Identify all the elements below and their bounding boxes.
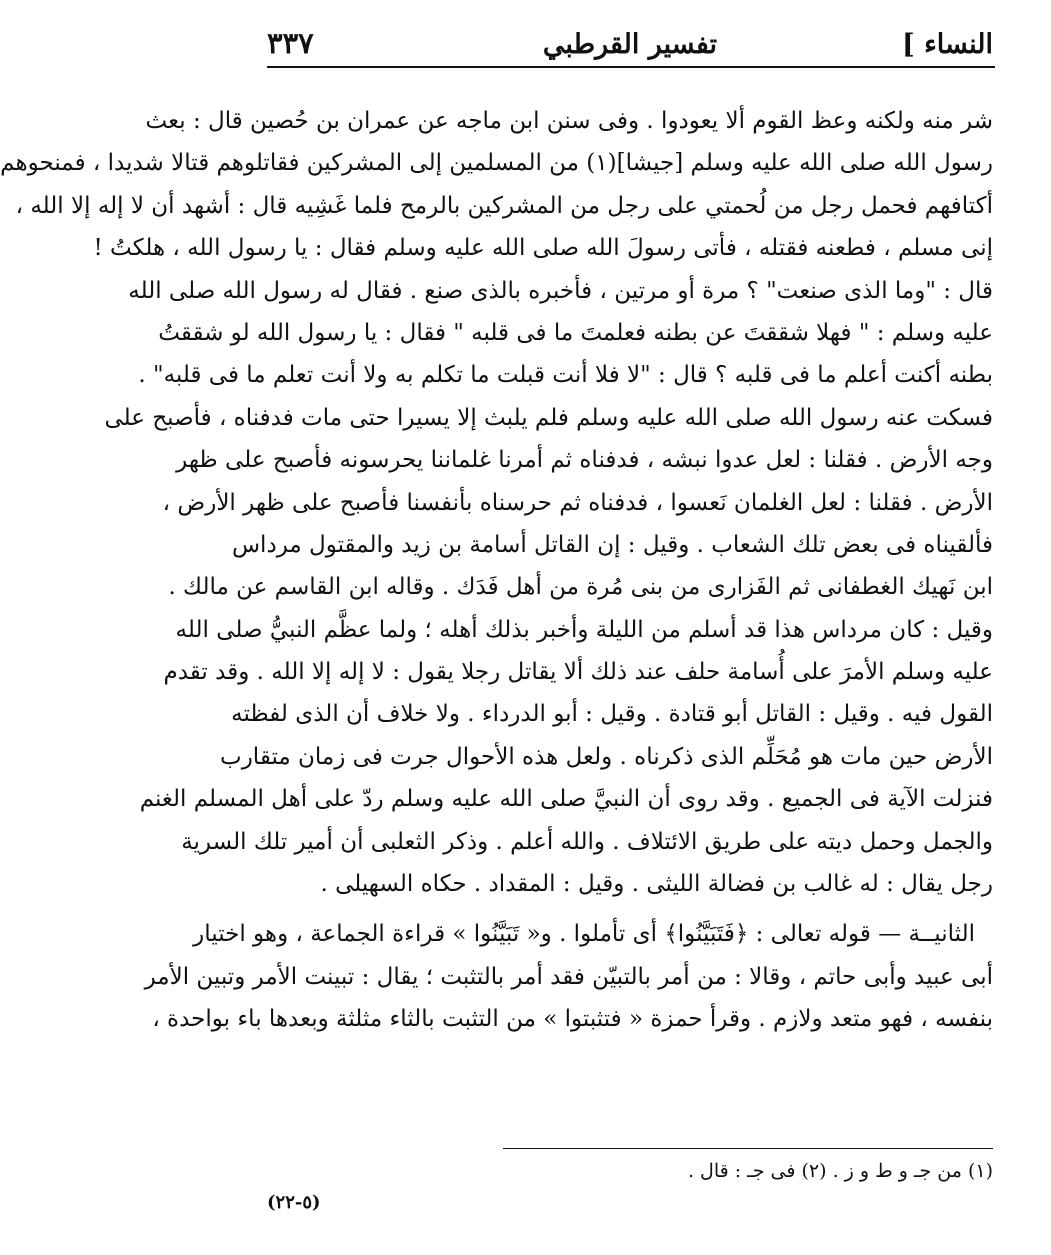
text-line: أكتافهم فحمل رجل من لُحمتي على رجل من المشركين بالرمح فلما غَشِيه قال : أشهد أن لا إله إلا الله ، [15,192,993,219]
text-line: أبى عبيد وأبى حاتم ، وقالا : من أمر بالتبيّن فقد أمر بالتثبت ؛ يقال : تبينت الأمر وتبين الأمر [144,963,993,990]
text-line: ابن نَهيك الغطفانى ثم الفَزارى من بنى مُرة من أهل فَدَك . وقاله ابن القاسم عن مالك . [168,574,993,601]
book-title: تفسير القرطبي [542,29,718,60]
footnote-rule [503,1148,993,1149]
text-line: رسول الله صلى الله عليه وسلم [جيشا](١) من المسلمين إلى المشركين فقاتلوهم قتالا شديدا ، فمنحوهم [0,150,993,177]
header-rule [267,66,995,68]
text-line: شر منه ولكنه وعظ القوم ألا يعودوا . وفى سنن ابن ماجه عن عمران بن حُصين قال : بعث [145,108,993,134]
text-line: رجل يقال : له غالب بن فضالة الليثى . وقيل : المقداد . حكاه السهيلى . [320,871,993,898]
text-line: عليه وسلم : " فهلا شققتَ عن بطنه فعلمتَ ما فى قلبه " فقال : يا رسول الله لو شققتُ [158,319,993,346]
text-line: بنفسه ، فهو متعد ولازم . وقرأ حمزة « فتثبتوا » من التثبت بالثاء مثلثة وبعدها باء بواحدة ، [152,1006,993,1033]
text-line: قال : "وما الذى صنعت" ؟ مرة أو مرتين ، فأخبره بالذى صنع . فقال له رسول الله صلى الله [128,277,993,304]
page-number: ٣٣٧ [267,26,314,60]
signature-mark: (٥-٢٢) [267,1192,321,1213]
page-header [267,24,993,64]
text-line: وقيل : كان مرداس هذا قد أسلم من الليلة وأخبر بذلك أهله ؛ ولما عظَّم النبيُّ صلى الله [175,616,993,643]
text-line: عليه وسلم الأمرَ على أُسامة حلف عند ذلك ألا يقاتل رجلا يقول : لا إله إلا الله . وقد تقدم [163,659,993,686]
surah-title: النساء ] [901,29,993,60]
text-line: فألقيناه فى بعض تلك الشعاب . وقيل : إن القاتل أسامة بن زيد والمقتول مرداس [231,531,993,558]
text-line: القول فيه . وقيل : القاتل أبو قتادة . وقيل : أبو الدرداء . ولا خلاف أن الذى لفظته [231,701,993,728]
text-line: الأرض حين مات هو مُحَلِّم الذى ذكرناه . ولعل هذه الأحوال جرت فى زمان متقارب [220,743,993,770]
text-line: بطنه أكنت أعلم ما فى قلبه ؟ قال : "لا فلا أنت قبلت ما تكلم به ولا أنت تعلم ما فى قلبه" . [138,362,993,389]
text-line: الأرض . فقلنا : لعل الغلمان نَعسوا ، فدفناه ثم حرسناه بأنفسنا فأصبح على ظهر الأرض ، [162,489,993,516]
text-line: وجه الأرض . فقلنا : لعل عدوا نبشه ، فدفناه ثم أمرنا غلماننا يحرسونه فأصبح على ظهر [176,447,993,474]
text-line: إنى مسلم ، فطعنه فقتله ، فأتى رسولَ الله صلى الله عليه وسلم فقال : يا رسول الله ، هلكتُ ! [93,235,993,262]
text-line: الثانيــة — قوله تعالى : ﴿فَتَبَيَّنُوا﴾ أى تأملوا . و« تَبَيَّنُوا » قراءة الجماعة ، وهو اختيار [193,921,975,948]
text-line: فنزلت الآية فى الجميع . وقد روى أن النبيَّ صلى الله عليه وسلم ردّ على أهل المسلم الغنم [139,786,993,813]
text-line: والجمل وحمل ديته على طريق الائتلاف . والله أعلم . وذكر الثعلبى أن أمير تلك السرية [181,828,993,855]
body-text [0,100,993,1041]
text-line: فسكت عنه رسول الله صلى الله عليه وسلم فلم يلبث إلا يسيرا حتى مات فدفناه ، فأصبح على [104,404,993,431]
paragraph-gap [267,905,993,913]
footnote: (١) من جـ و ط و ز . (٢) فى جـ : قال . [687,1160,993,1182]
